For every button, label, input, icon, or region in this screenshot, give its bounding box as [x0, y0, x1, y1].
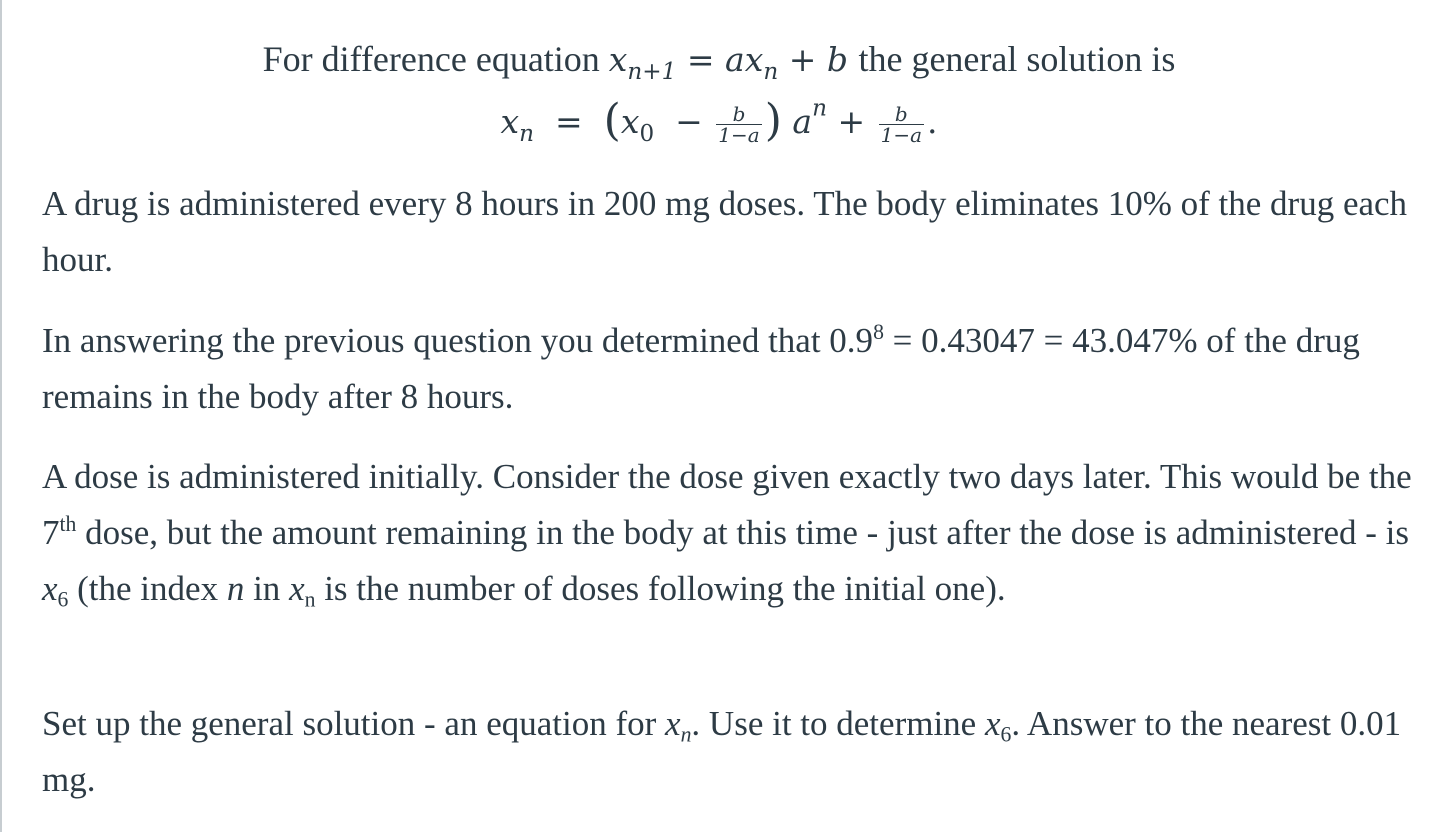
paragraph-dose-description: A dose is administered initially. Consider the dose given exactly two days later. This would be the 7th dose, but the amount remaining in the body at this time - just after the dose is administered - is $x_6$ (the index n in $x_n$ is the number of doses following the initial one). — [42, 457, 1412, 612]
solution-text: the general solution is — [858, 39, 1176, 79]
paragraph-previous-result: In answering the previous question you determined that $0.9^8 = 0.43047 = 43.047\%$ of the drug remains in the body after 8 hours. — [42, 319, 1360, 416]
paragraph-task: Set up the general solution - an equation for $x_n$. Use it to determine $x_6$. Answer to the nearest 0.01 mg. — [42, 704, 1402, 799]
difference-equation-line — [0, 38, 1438, 85]
general-solution: $x_n = (x_0$ − $\frac{b}{1-a}$ ) $a^n$ + $\frac{b}{1-a}$ . — [500, 95, 938, 148]
fraction: $\frac{b}{1-a}$ — [880, 101, 922, 147]
difference-equation: $x_{n+1} = ax_n + b$ — [608, 40, 848, 86]
intro-text: For difference equation — [262, 39, 600, 79]
paragraph-drug-schedule: A drug is administered every 8 hours in 200 mg doses. The body eliminates 10% of the drug each hour. — [42, 184, 1408, 279]
general-solution-line — [0, 95, 1438, 147]
fraction: $\frac{b}{1-a}$ — [718, 101, 760, 147]
